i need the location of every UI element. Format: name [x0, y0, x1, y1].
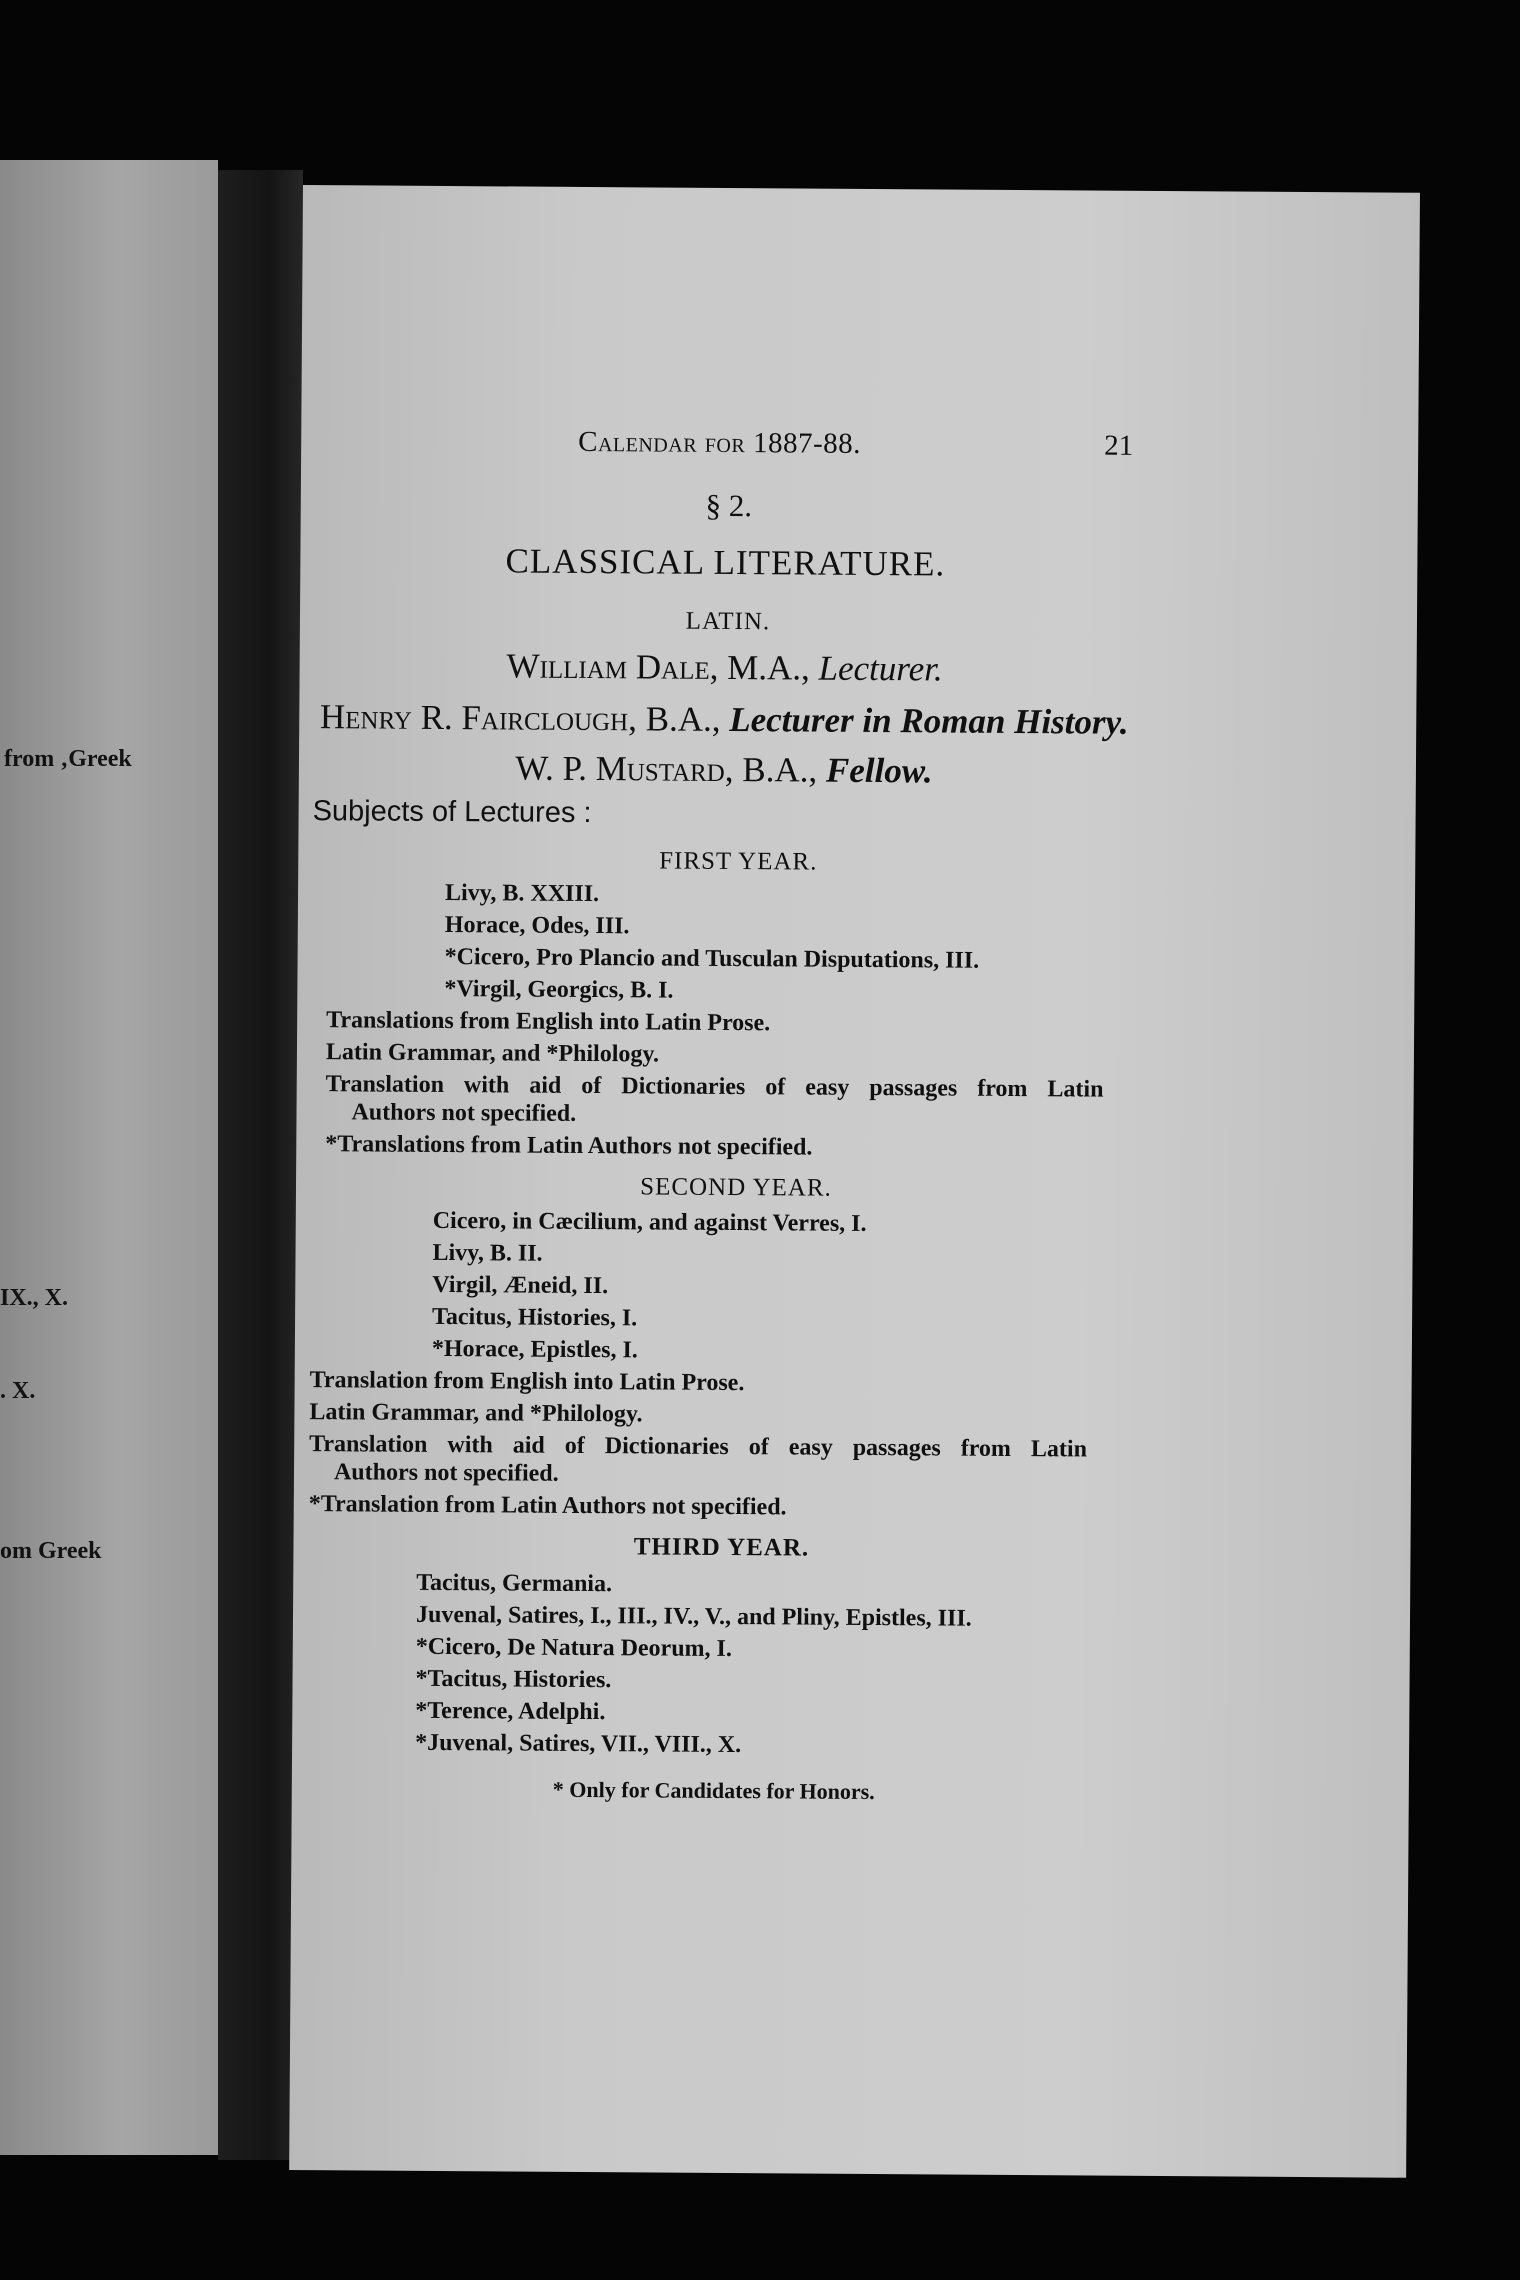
staff-role: Lecturer. — [818, 648, 943, 689]
left-page — [0, 160, 218, 2155]
section-title: CLASSICAL LITERATURE. — [505, 541, 946, 584]
third-year-heading: THIRD YEAR. — [633, 1533, 810, 1562]
first-year-item: Translations from English into Latin Prose. — [326, 1007, 771, 1037]
left-page-fragment: om Greek — [0, 1538, 102, 1564]
left-page-fragment: from ‚Greek — [4, 746, 132, 772]
page-number: 21 — [1104, 429, 1134, 462]
third-year-text: *Juvenal, Satires, VII., VIII., X. — [415, 1729, 742, 1759]
staff-name: William Dale, M.A., — [506, 646, 810, 688]
staff-line — [506, 646, 942, 689]
staff-line — [515, 748, 933, 791]
second-year-heading: SECOND YEAR. — [640, 1173, 832, 1202]
second-year-text: Livy, B. II. — [432, 1239, 543, 1267]
third-year-text: *Terence, Adelphi. — [415, 1697, 606, 1726]
first-year-text: *Cicero, Pro Plancio and Tusculan Disputations, III. — [444, 944, 980, 974]
first-year-item: *Translations from Latin Authors not specified. — [325, 1131, 813, 1161]
first-year-text: *Virgil, Georgics, B. I. — [444, 976, 674, 1004]
staff-name: W. P. Mustard, B.A., — [515, 748, 818, 790]
second-year-text: Tacitus, Histories, I. — [432, 1303, 638, 1332]
second-year-text: *Horace, Epistles, I. — [431, 1335, 638, 1364]
third-year-text: *Cicero, De Natura Deorum, I. — [415, 1633, 733, 1663]
third-year-text: *Tacitus, Histories. — [415, 1665, 612, 1694]
staff-line — [320, 697, 1129, 743]
section-subtitle: LATIN. — [685, 607, 771, 636]
section-number: § 2. — [705, 487, 753, 524]
first-year-item: Translation with aid of Dictionaries of easy passages from Latin — [325, 1071, 1104, 1103]
first-year-text: Horace, Odes, III. — [444, 912, 630, 940]
second-year-text: Cicero, in Cæcilium, and against Verres, I. — [432, 1207, 867, 1237]
staff-name: Henry R. Fairclough, B.A., — [319, 697, 721, 739]
third-year-text: Juvenal, Satires, I., III., IV., V., and Pliny, Epistles, III. — [415, 1601, 972, 1632]
footnote: * Only for Candidates for Honors. — [552, 1776, 875, 1805]
staff-role: Lecturer in Roman History. — [729, 699, 1129, 742]
second-year-item: Authors not specified. — [333, 1459, 559, 1487]
second-year-item: Latin Grammar, and *Philology. — [309, 1399, 643, 1428]
second-year-item: *Translation from Latin Authors not specified. — [308, 1491, 787, 1521]
book-gutter — [218, 170, 303, 2160]
running-title: Calendar for 1887-88. — [578, 425, 862, 460]
first-year-item: Authors not specified. — [351, 1099, 577, 1127]
second-year-item: Translation from English into Latin Prose. — [309, 1367, 745, 1397]
left-page-fragment: . X. — [0, 1378, 36, 1404]
second-year-text: Virgil, Æneid, II. — [432, 1271, 609, 1300]
subjects-heading: Subjects of Lectures : — [312, 795, 592, 830]
staff-role: Fellow. — [825, 750, 933, 791]
right-page — [289, 185, 1420, 2178]
left-page-fragment: IX., X. — [0, 1285, 69, 1311]
first-year-text: Livy, B. XXIII. — [444, 880, 600, 908]
third-year-text: Tacitus, Germania. — [416, 1569, 613, 1598]
first-year-heading: FIRST YEAR. — [659, 847, 818, 876]
second-year-item: Translation with aid of Dictionaries of easy passages from Latin — [309, 1431, 1088, 1463]
first-year-item: Latin Grammar, and *Philology. — [325, 1039, 660, 1068]
